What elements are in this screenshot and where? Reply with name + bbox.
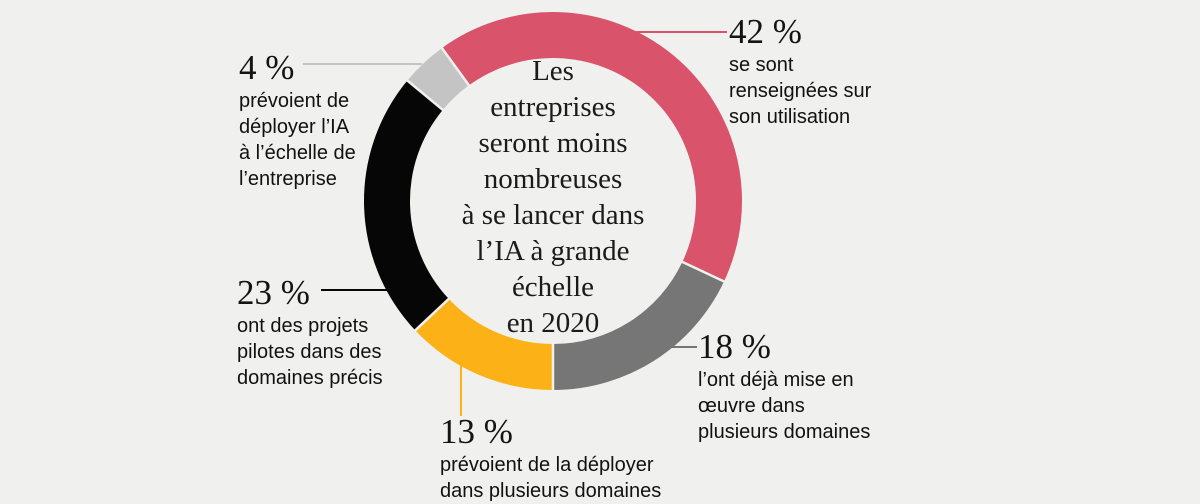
desc-line: domaines précis: [237, 367, 383, 389]
percent-value: 13 %: [440, 412, 513, 451]
callout-23-percent: [237, 273, 383, 391]
chart-center-title: [353, 53, 753, 341]
desc-line: prévoient de: [239, 90, 350, 112]
percent-value: 42 %: [729, 12, 802, 51]
callout-18-percent: [698, 327, 870, 445]
callout-description: [239, 88, 356, 192]
desc-line: ont des projets: [237, 315, 369, 337]
desc-line: l’entreprise: [239, 168, 337, 190]
desc-line: plusieurs domaines: [698, 421, 871, 443]
desc-line: son utilisation: [729, 106, 851, 128]
callout-description: [440, 452, 661, 504]
percent-value: 18 %: [698, 327, 771, 366]
center-title-line: échelle: [511, 271, 595, 303]
desc-line: prévoient de la déployer: [440, 454, 654, 476]
callout-description: [237, 313, 383, 391]
desc-line: dans plusieurs domaines: [440, 480, 662, 502]
callout-42-percent: [729, 12, 871, 130]
desc-line: l’ont déjà mise en: [698, 369, 854, 391]
callout-description: [698, 367, 870, 445]
center-title-line: à se lancer dans: [461, 199, 645, 231]
desc-line: se sont: [729, 54, 794, 76]
center-title-line: l’IA à grande: [476, 235, 630, 267]
center-title-line: entreprises: [490, 91, 616, 123]
callout-4-percent: [239, 48, 356, 192]
center-title-line: seront moins: [478, 127, 628, 159]
center-title-line: en 2020: [506, 307, 600, 339]
center-title-line: Les: [532, 55, 574, 87]
callout-13-percent: [440, 412, 661, 504]
desc-line: pilotes dans des: [237, 341, 382, 363]
callout-description: [729, 52, 871, 130]
percent-value: 23 %: [237, 273, 310, 312]
center-title-line: nombreuses: [483, 163, 623, 195]
desc-line: à l’échelle de: [239, 142, 356, 164]
desc-line: déployer l’IA: [239, 116, 350, 138]
desc-line: renseignées sur: [729, 80, 872, 102]
desc-line: œuvre dans: [698, 395, 805, 417]
percent-value: 4 %: [239, 48, 295, 87]
